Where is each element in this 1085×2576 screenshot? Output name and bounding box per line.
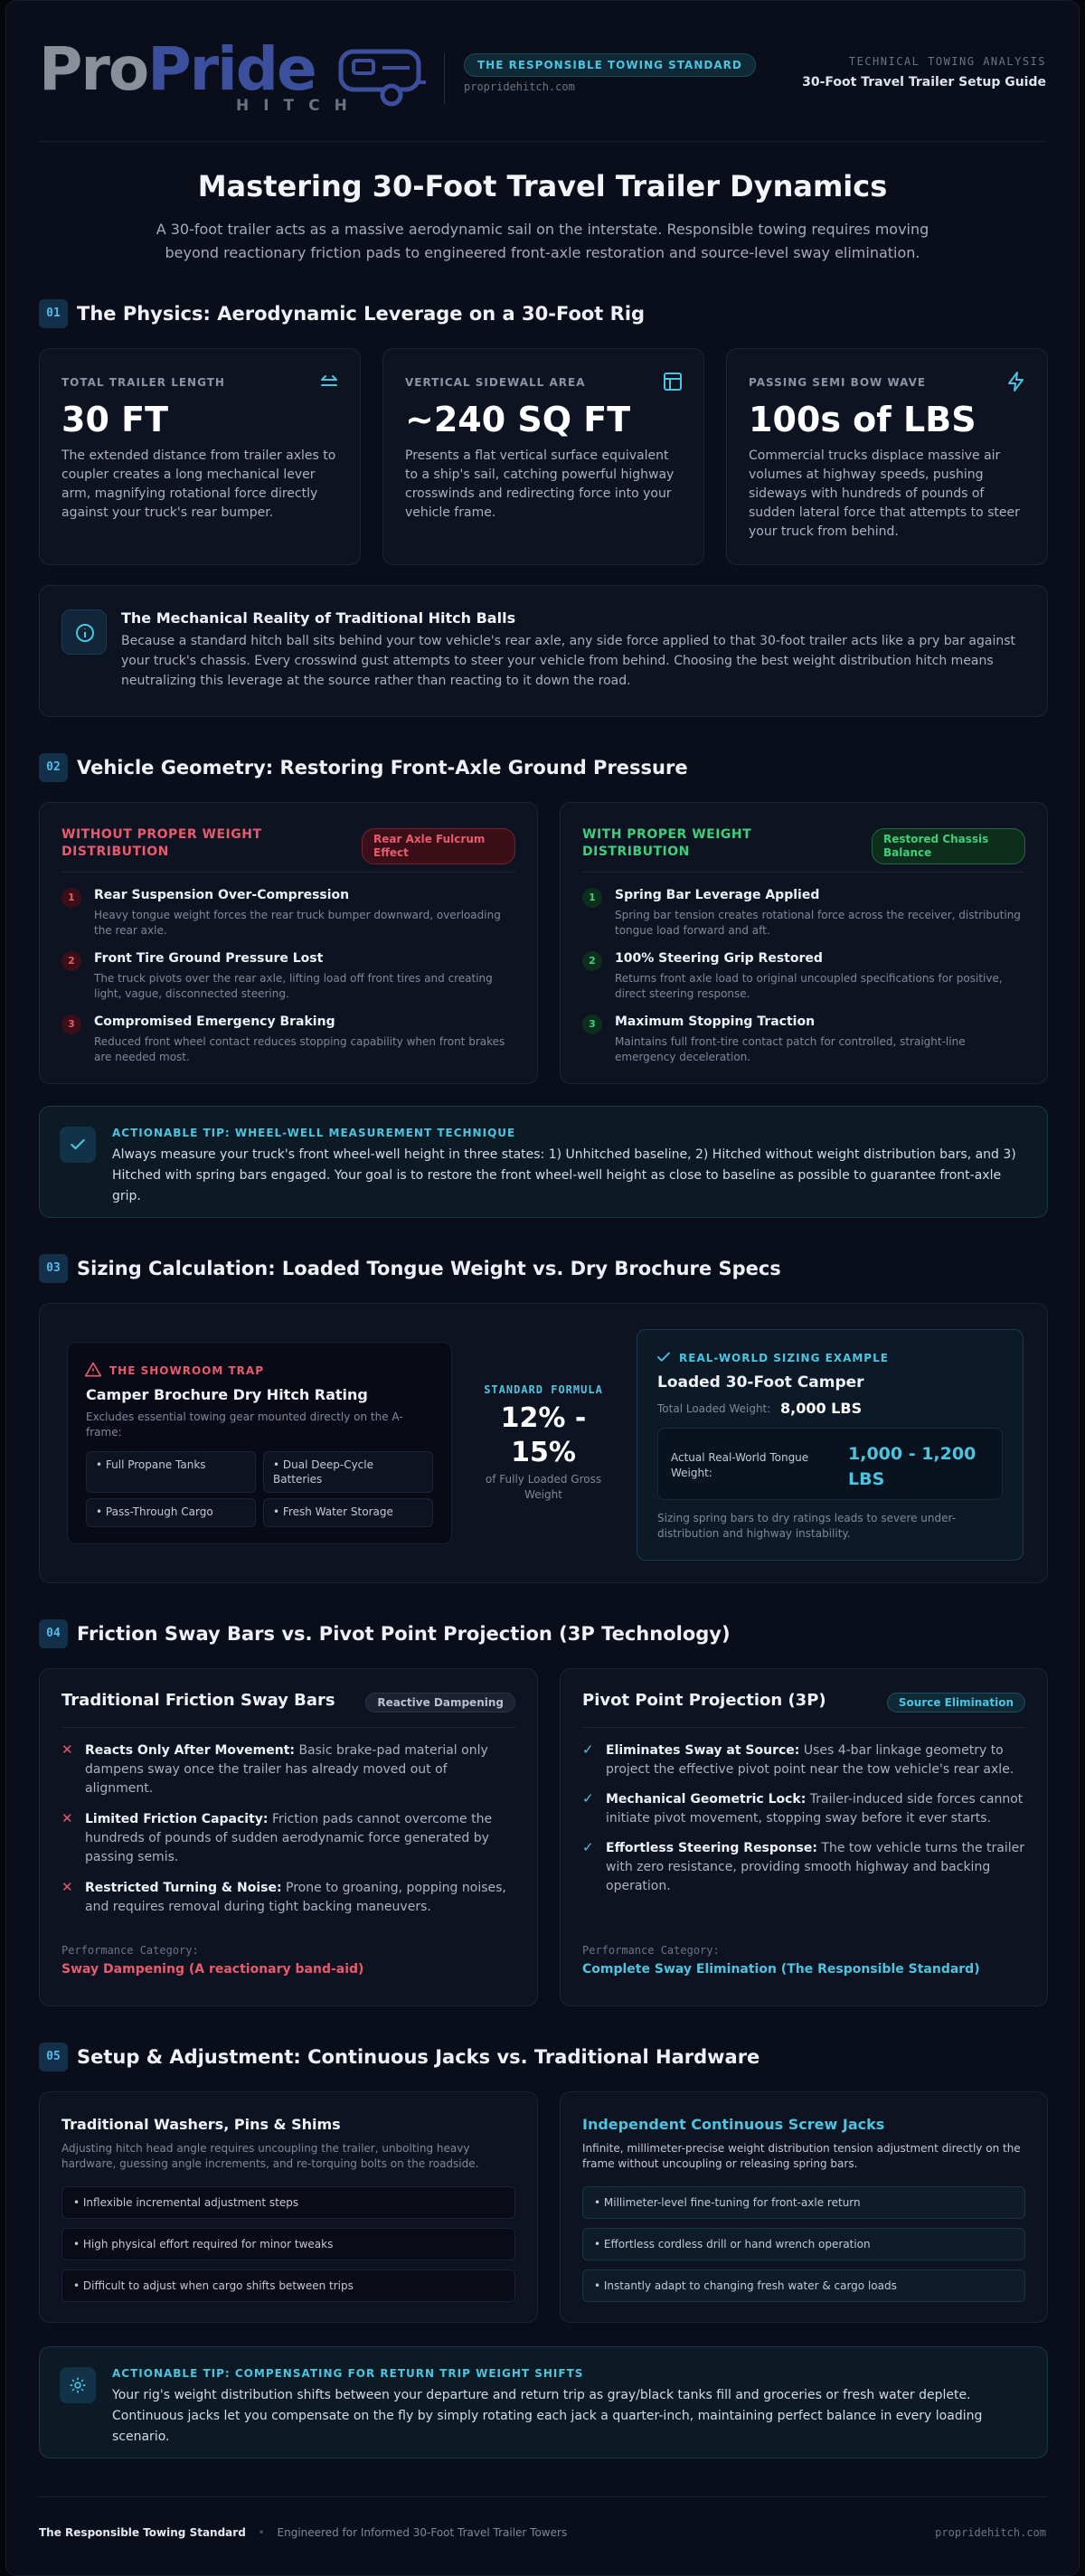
arrows-icon	[318, 371, 340, 392]
info-title: The Mechanical Reality of Traditional Hitch Balls	[121, 609, 516, 627]
header-right	[802, 55, 1046, 90]
item-desc: Maintains full front-tire contact patch for controlled, straight-line emergency deceleration.	[615, 1035, 966, 1063]
logo-wordmark	[39, 34, 316, 104]
page	[5, 0, 1080, 2576]
real-note: Sizing spring bars to dry ratings leads to severe under-distribution and highway instability.	[657, 1512, 957, 1540]
footer-left	[39, 2526, 567, 2539]
stat-desc: The extended distance from trailer axles to coupler creates a long mechanical lever arm, magnifying rotational force directly against your truck's rear bumper.	[61, 448, 336, 520]
section-number: 03	[39, 1254, 68, 1283]
item-title: Spring Bar Leverage Applied	[615, 888, 820, 902]
item-text	[606, 1741, 1025, 1779]
item-bold: Reacts Only After Movement:	[85, 1743, 295, 1758]
perf-value: Complete Sway Elimination (The Responsible Standard)	[582, 1962, 980, 1977]
trailer-icon	[337, 46, 428, 109]
total-weight-value: 8,000 LBS	[780, 1400, 863, 1417]
hero-title: Mastering 30-Foot Travel Trailer Dynamics	[197, 169, 888, 203]
x-icon: ✕	[61, 1810, 73, 1826]
check-icon	[69, 1136, 87, 1154]
section-1-header	[39, 299, 645, 328]
stat-value: 100s of LBS	[749, 400, 976, 439]
list-item: • Effortless cordless drill or hand wrench operation	[582, 2228, 1025, 2260]
item-text	[85, 1810, 515, 1867]
list-item: • Instantly adapt to changing fresh water & cargo loads	[582, 2269, 1025, 2302]
formula-value: 12% - 15%	[500, 1402, 587, 1468]
item-text	[606, 1839, 1025, 1896]
item-number: 2	[582, 951, 602, 971]
friction-sway-card	[39, 1668, 538, 2006]
check-icon	[656, 1349, 672, 1365]
section-number: 05	[39, 2043, 68, 2071]
item-title: Maximum Stopping Traction	[615, 1014, 816, 1029]
section-number: 04	[39, 1619, 68, 1648]
section-title: Setup & Adjustment: Continuous Jacks vs. Traditional Hardware	[77, 2046, 760, 2068]
section-2-header	[39, 753, 688, 782]
trap-title: Camper Brochure Dry Hitch Rating	[86, 1386, 368, 1403]
section-5-header	[39, 2043, 760, 2071]
item-title: Rear Suspension Over-Compression	[94, 888, 350, 902]
section-number: 01	[39, 299, 68, 328]
tip-label: ACTIONABLE TIP: WHEEL-WELL MEASUREMENT TECHNIQUE	[112, 1127, 516, 1139]
card-title: Traditional Washers, Pins & Shims	[61, 2116, 341, 2133]
real-title: Loaded 30-Foot Camper	[657, 1373, 864, 1392]
site-url[interactable]: propridehitch.com	[464, 80, 575, 93]
item-number: 2	[61, 951, 81, 971]
stat-card-bow-wave	[726, 348, 1048, 565]
sizing-card	[39, 1303, 1048, 1583]
logo-pride: Pride	[147, 34, 316, 104]
trap-item: • Pass-Through Cargo	[86, 1498, 256, 1527]
item-bold: Limited Friction Capacity:	[85, 1812, 269, 1826]
item-desc: Uses 4-bar linkage geometry to project the effective pivot point near the tow vehicle's rear axle.	[606, 1743, 1014, 1777]
reactive-badge: Reactive Dampening	[365, 1693, 515, 1713]
item-desc: The tow vehicle turns the trailer with zero resistance, providing smooth highway and backing operation.	[606, 1841, 1025, 1893]
stat-value: ~240 SQ FT	[405, 400, 631, 439]
x-icon: ✕	[61, 1741, 73, 1758]
stat-card-sidewall	[382, 348, 704, 565]
info-body: Because a standard hitch ball sits behind your tow vehicle's rear axle, any side force applied to that 30-foot trailer acts like a pry bar against your truck's chassis. Every crosswind gust attempts to steer your vehicle from behind. Choosing the best weight distribution hitch means neutralizing this leverage at the source rather than reacting to it down the road.	[121, 634, 1016, 688]
formula-note: of Fully Loaded Gross Weight	[485, 1473, 602, 1501]
card-desc: Infinite, millimeter-precise weight distribution tension adjustment directly on the frame without uncoupling or releasing spring bars.	[582, 2142, 1021, 2170]
item-desc: Spring bar tension creates rotational force across the receiver, distributing tongue load forward and aft.	[615, 909, 1021, 937]
header-divider	[444, 53, 445, 104]
stat-label: VERTICAL SIDEWALL AREA	[405, 376, 586, 389]
footer-tagline: Engineered for Informed 30-Foot Travel Trailer Towers	[277, 2526, 568, 2539]
divider	[61, 872, 515, 873]
source-badge: Source Elimination	[887, 1693, 1025, 1713]
item-desc: Friction pads cannot overcome the hundreds of pounds of sudden aerodynamic force generated by passing semis.	[85, 1812, 493, 1864]
tip-icon-wrap	[60, 1127, 96, 1163]
item-desc: Prone to groaning, popping noises, and requires removal during tight backing maneuvers.	[85, 1881, 506, 1914]
trap-item: • Fresh Water Storage	[263, 1498, 433, 1527]
hero-subtitle: A 30-foot trailer acts as a massive aerodynamic sail on the interstate. Responsible towing requires moving beyond reactionary friction pads to engineered front-axle restoration and source-level sway elimination.	[156, 221, 929, 261]
item-text	[85, 1741, 515, 1798]
tip-body: Always measure your truck's front wheel-well height in three states: 1) Unhitched baseline, 2) Hitched without weight distribution bars, and 3) Hitched with spring bars engaged. Your goal is to restore the front wheel-well height as close to baseline as possible to guarantee front-axle grip.	[112, 1147, 1016, 1203]
section-title: Vehicle Geometry: Restoring Front-Axle Ground Pressure	[77, 757, 688, 778]
footer	[39, 2496, 1046, 2551]
gear-icon	[69, 2376, 87, 2394]
geo-title: WITHOUT PROPER WEIGHT DISTRIBUTION	[61, 827, 262, 859]
trap-item: • Full Propane Tanks	[86, 1451, 256, 1493]
perf-value: Sway Dampening (A reactionary band-aid)	[61, 1962, 364, 1977]
divider	[61, 1727, 515, 1728]
stat-label: PASSING SEMI BOW WAVE	[749, 376, 927, 389]
real-label: REAL-WORLD SIZING EXAMPLE	[679, 1352, 889, 1364]
formula-label: STANDARD FORMULA	[484, 1383, 603, 1396]
card-title: Independent Continuous Screw Jacks	[582, 2116, 885, 2133]
trap-item: • Dual Deep-Cycle Batteries	[263, 1451, 433, 1493]
item-number: 1	[582, 888, 602, 908]
tip-card-wheel-well	[39, 1106, 1048, 1218]
card-desc: Adjusting hitch head angle requires uncoupling the trailer, unbolting heavy hardware, guessing angle increments, and re-torquing bolts on the roadside.	[61, 2142, 479, 2170]
tip-icon-wrap	[60, 2367, 96, 2403]
item-bold: Mechanical Geometric Lock:	[606, 1792, 807, 1807]
tip-card-return-trip	[39, 2346, 1048, 2458]
item-bold: Restricted Turning & Noise:	[85, 1881, 282, 1895]
item-bold: Effortless Steering Response:	[606, 1841, 817, 1855]
tech-label: TECHNICAL TOWING ANALYSIS	[848, 55, 1046, 68]
item-number: 1	[61, 888, 81, 908]
item-number: 3	[582, 1014, 602, 1034]
info-icon	[74, 622, 96, 644]
list-item: • Difficult to adjust when cargo shifts between trips	[61, 2269, 515, 2302]
stat-card-length	[39, 348, 361, 565]
check-icon: ✓	[582, 1741, 594, 1758]
logo-pro: Pro	[39, 34, 148, 104]
item-desc: Returns front axle load to original uncoupled specifications for positive, direct steering response.	[615, 972, 1003, 1000]
guide-title: 30-Foot Travel Trailer Setup Guide	[802, 75, 1046, 90]
section-title: Friction Sway Bars vs. Pivot Point Projection (3P Technology)	[77, 1623, 731, 1645]
traditional-hardware-card	[39, 2091, 538, 2323]
x-icon: ✕	[61, 1879, 73, 1895]
stat-desc: Presents a flat vertical surface equivalent to a ship's sail, catching powerful highway crosswinds and redirecting force into your vehicle frame.	[405, 448, 675, 520]
lightning-icon	[1005, 371, 1027, 392]
item-desc: Basic brake-pad material only dampens sway once the trailer has already moved out of alignment.	[85, 1743, 488, 1796]
stat-value: 30 FT	[61, 400, 168, 439]
real-world-box	[637, 1329, 1024, 1561]
with-wd-card	[560, 802, 1048, 1084]
stat-label: TOTAL TRAILER LENGTH	[61, 376, 225, 389]
section-4-header	[39, 1619, 731, 1648]
trap-desc: Excludes essential towing gear mounted directly on the A-frame:	[86, 1411, 403, 1439]
list-item: • Inflexible incremental adjustment steps	[61, 2186, 515, 2219]
section-3-header	[39, 1254, 781, 1283]
tip-body: Your rig's weight distribution shifts between your departure and return trip as gray/black tanks fill and groceries or fresh water deplete. Continuous jacks let you compensate on the fly by simply rotating each jack a quarter-inch, maintaining perfect balance in every loading scenario.	[112, 2388, 983, 2444]
item-text	[606, 1790, 1025, 1828]
list-item: • Millimeter-level fine-tuning for front-axle return	[582, 2186, 1025, 2219]
item-text	[85, 1879, 515, 1917]
info-card	[39, 585, 1048, 717]
footer-brand: The Responsible Towing Standard	[39, 2526, 246, 2539]
divider	[582, 1727, 1025, 1728]
tip-label: ACTIONABLE TIP: COMPENSATING FOR RETURN TRIP WEIGHT SHIFTS	[112, 2367, 584, 2380]
trap-label: THE SHOWROOM TRAP	[109, 1364, 264, 1377]
footer-url[interactable]: propridehitch.com	[935, 2526, 1046, 2539]
item-title: 100% Steering Grip Restored	[615, 951, 823, 966]
check-icon: ✓	[582, 1790, 594, 1807]
item-desc: Heavy tongue weight forces the rear truck bumper downward, overloading the rear axle.	[94, 909, 501, 937]
footer-separator: •	[258, 2526, 265, 2539]
warning-icon	[84, 1361, 102, 1379]
tongue-weight-box	[657, 1428, 1003, 1500]
divider	[582, 872, 1025, 873]
tongue-weight-value: 1,000 - 1,200 LBS	[848, 1444, 976, 1489]
standard-badge: THE RESPONSIBLE TOWING STANDARD	[464, 53, 756, 77]
stat-desc: Commercial trucks displace massive air volumes at highway speeds, pushing sideways with hundreds of pounds of sudden lateral force that attempts to steer your truck from behind.	[749, 448, 1020, 539]
section-title: Sizing Calculation: Loaded Tongue Weight vs. Dry Brochure Specs	[77, 1258, 781, 1279]
tongue-weight-label: Actual Real-World Tongue Weight:	[671, 1451, 809, 1479]
item-title: Compromised Emergency Braking	[94, 1014, 335, 1029]
item-desc: The truck pivots over the rear axle, lifting load off front tires and creating light, vague, disconnected steering.	[94, 972, 493, 1000]
total-weight-label: Total Loaded Weight:	[657, 1402, 771, 1415]
pivot-point-card	[560, 1668, 1048, 2006]
without-wd-card	[39, 802, 538, 1084]
item-number: 3	[61, 1014, 81, 1034]
item-bold: Eliminates Sway at Source:	[606, 1743, 800, 1758]
perf-label: Performance Category:	[61, 1944, 199, 1957]
header	[39, 33, 1046, 142]
showroom-trap-box	[67, 1342, 452, 1544]
balance-badge: Restored Chassis Balance	[872, 828, 1025, 864]
item-title: Front Tire Ground Pressure Lost	[94, 951, 324, 966]
check-icon: ✓	[582, 1839, 594, 1855]
screw-jacks-card	[560, 2091, 1048, 2323]
logo-hitch: HITCH	[236, 97, 362, 115]
logo[interactable]	[39, 34, 419, 124]
card-title: Pivot Point Projection (3P)	[582, 1691, 826, 1710]
card-title: Traditional Friction Sway Bars	[61, 1691, 335, 1710]
geo-title: WITH PROPER WEIGHT DISTRIBUTION	[582, 827, 752, 859]
list-item: • High physical effort required for minor tweaks	[61, 2228, 515, 2260]
item-desc: Trailer-induced side forces cannot initiate pivot movement, stopping sway before it ever starts.	[606, 1792, 1024, 1826]
item-desc: Reduced front wheel contact reduces stopping capability when front brakes are needed most.	[94, 1035, 505, 1063]
info-icon-wrap	[61, 609, 107, 655]
perf-label: Performance Category:	[582, 1944, 720, 1957]
section-title: The Physics: Aerodynamic Leverage on a 30-Foot Rig	[77, 303, 646, 325]
fulcrum-badge: Rear Axle Fulcrum Effect	[362, 828, 515, 864]
layout-icon	[662, 371, 684, 392]
section-number: 02	[39, 753, 68, 782]
